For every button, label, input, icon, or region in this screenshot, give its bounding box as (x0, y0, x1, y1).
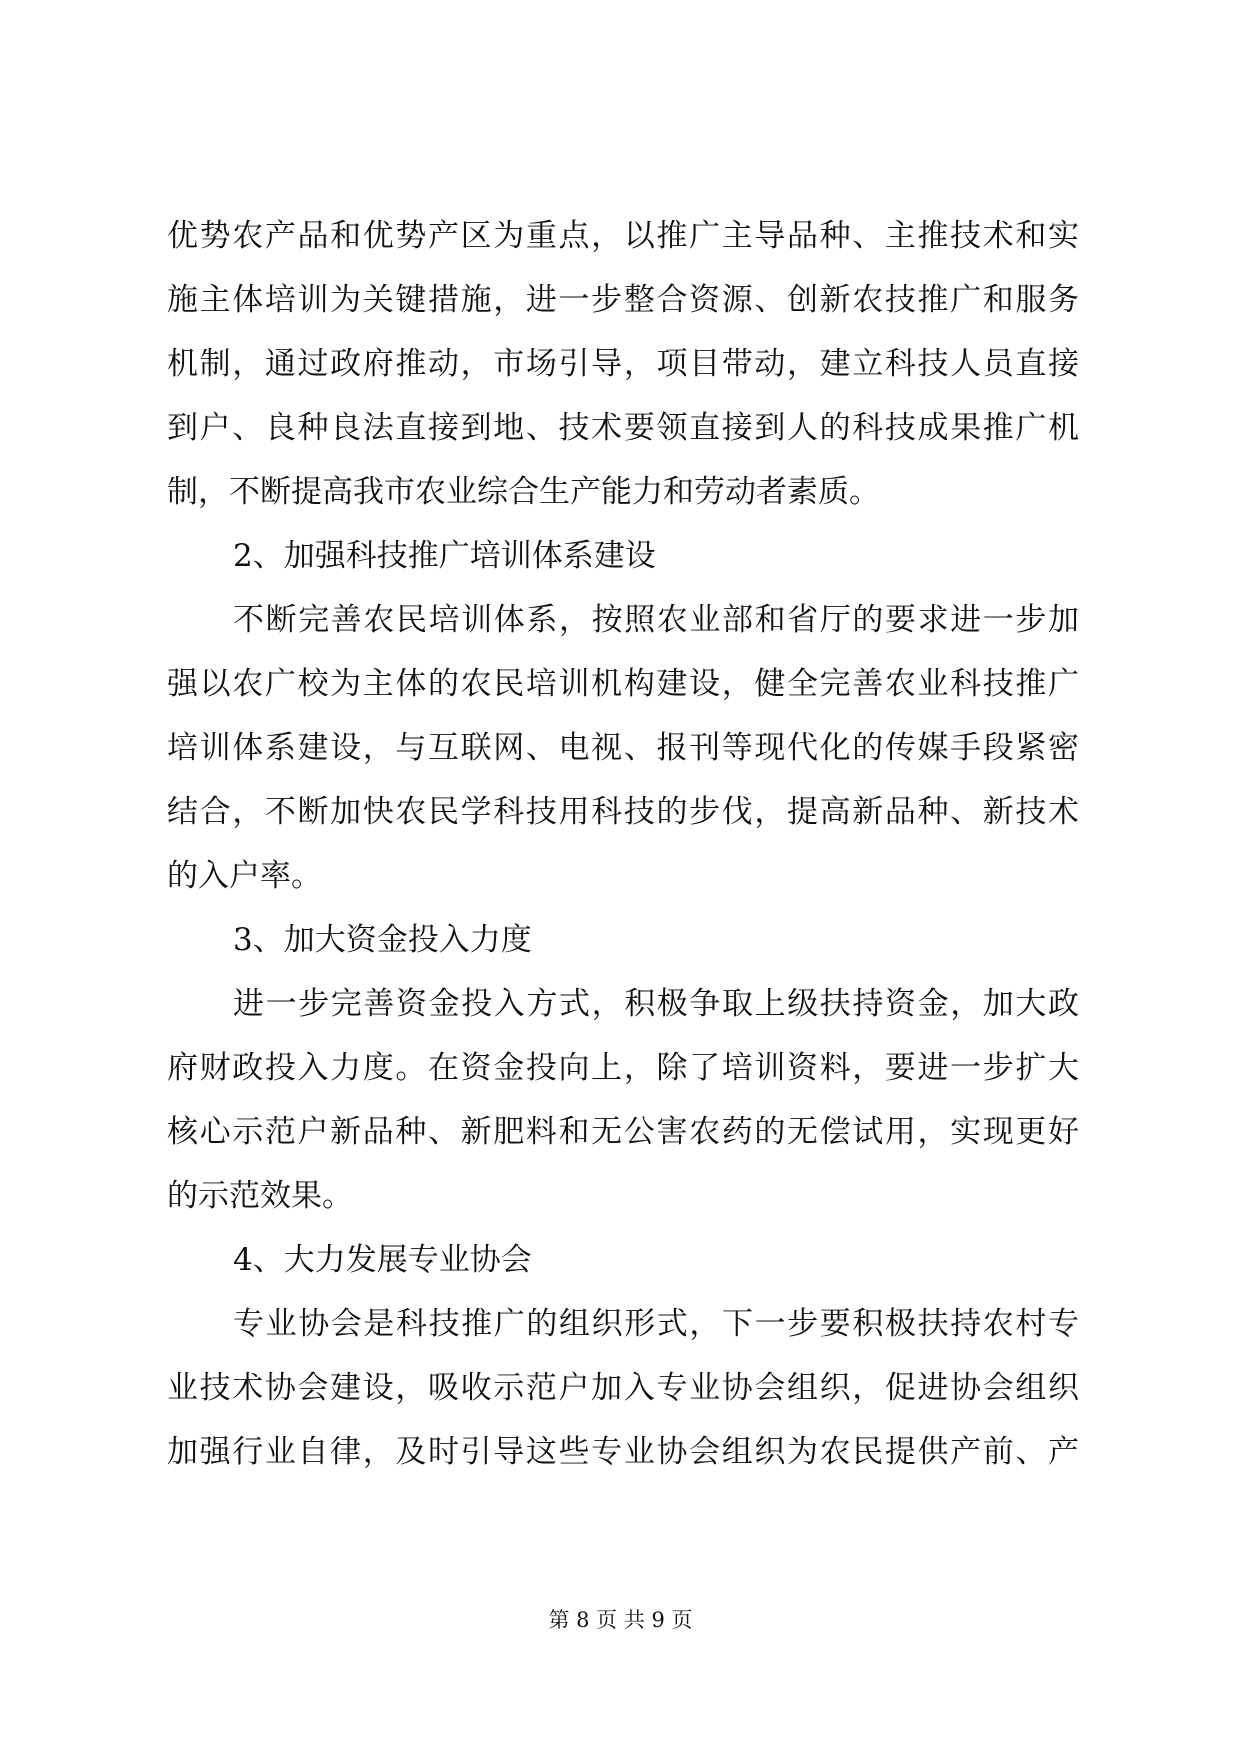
text-line: 2、加强科技推广培训体系建设 (233, 538, 656, 574)
page-footer: 第 8 页 共 9 页 (548, 1608, 693, 1632)
text-line: 到户、良种良法直接到地、技术要领直接到人的科技成果推广机 (167, 410, 1079, 446)
text-line: 3、加大资金投入力度 (233, 922, 532, 958)
text-line: 培训体系建设，与互联网、电视、报刊等现代化的传媒手段紧密 (167, 730, 1079, 766)
text-line: 的示范效果。 (167, 1178, 353, 1214)
text-line: 强以农广校为主体的农民培训机构建设，健全完善农业科技推广 (167, 666, 1079, 702)
text-line: 优势农产品和优势产区为重点，以推广主导品种、主推技术和实 (167, 218, 1079, 254)
text-line: 府财政投入力度。在资金投向上，除了培训资料，要进一步扩大 (167, 1050, 1079, 1086)
text-line: 施主体培训为关键措施，进一步整合资源、创新农技推广和服务 (167, 282, 1079, 318)
text-line: 的入户率。 (167, 858, 322, 894)
text-line: 不断完善农民培训体系，按照农业部和省厅的要求进一步加 (233, 602, 1079, 638)
text-line: 制，不断提高我市农业综合生产能力和劳动者素质。 (167, 474, 880, 510)
body-text (167, 204, 1079, 1484)
text-line: 核心示范户新品种、新肥料和无公害农药的无偿试用，实现更好 (167, 1114, 1079, 1150)
text-line: 4、大力发展专业协会 (233, 1242, 532, 1278)
text-line: 加强行业自律，及时引导这些专业协会组织为农民提供产前、产 (167, 1434, 1079, 1470)
text-line: 业技术协会建设，吸收示范户加入专业协会组织，促进协会组织 (167, 1370, 1079, 1406)
text-line: 专业协会是科技推广的组织形式，下一步要积极扶持农村专 (233, 1306, 1079, 1342)
text-line: 机制，通过政府推动，市场引导，项目带动，建立科技人员直接 (167, 346, 1079, 382)
text-line: 进一步完善资金投入方式，积极争取上级扶持资金，加大政 (233, 986, 1079, 1022)
text-line: 结合，不断加快农民学科技用科技的步伐，提高新品种、新技术 (167, 794, 1079, 830)
